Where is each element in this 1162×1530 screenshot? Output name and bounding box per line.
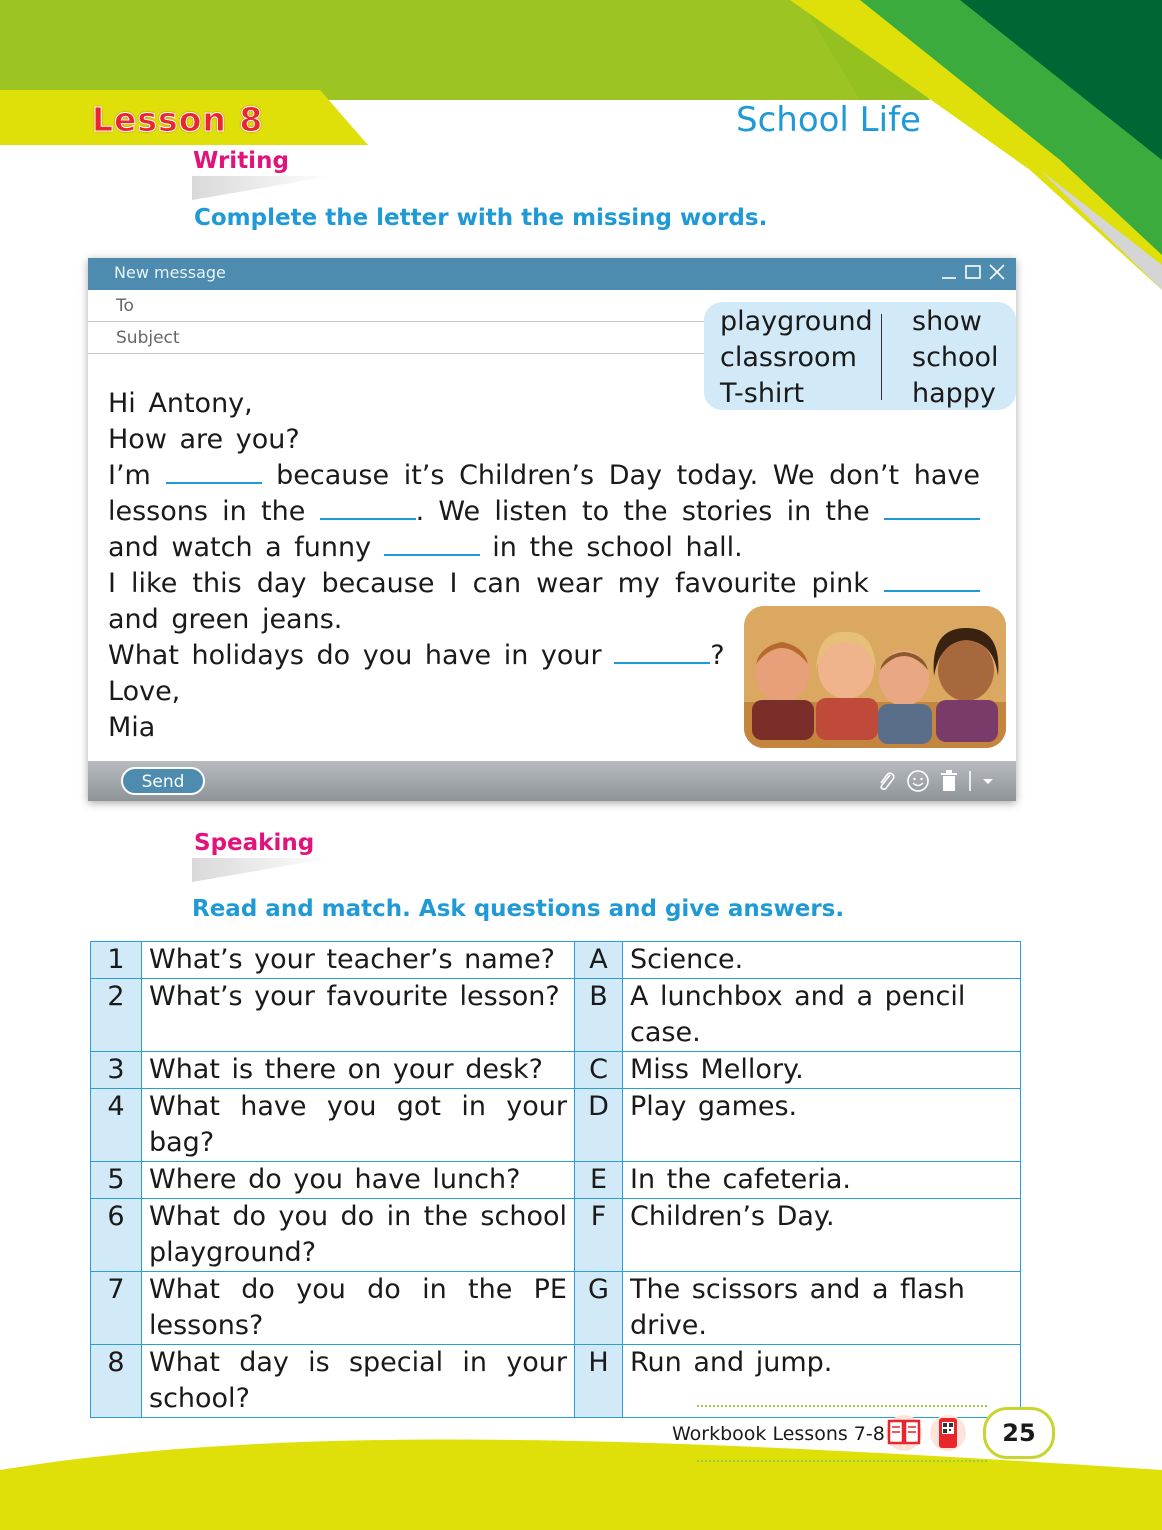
table-row (91, 942, 1021, 979)
question: What day is special in your school? (142, 1345, 575, 1418)
answer-blank[interactable] (384, 532, 480, 556)
question-number: 3 (91, 1052, 142, 1089)
word-option: T-shirt (720, 378, 805, 409)
answer-letter: A (575, 942, 623, 979)
word-option: school (912, 342, 999, 373)
question: Where do you have lunch? (142, 1162, 575, 1199)
question: What is there on your desk? (142, 1052, 575, 1089)
answer-letter: C (575, 1052, 623, 1089)
letter-greeting: Hi Antony, (108, 388, 253, 419)
answer-blank[interactable] (884, 496, 980, 520)
minimize-icon[interactable] (940, 263, 958, 281)
qr-phone-icon (928, 1414, 968, 1457)
letter-paragraph-1 (108, 458, 980, 566)
send-button[interactable]: Send (121, 767, 205, 795)
question: What do you do in the PE lessons? (142, 1272, 575, 1345)
workbook-label: Workbook Lessons 7-8 (672, 1423, 885, 1445)
table-row (91, 979, 1021, 1052)
letter-text: ? (710, 640, 725, 671)
question-number: 1 (91, 942, 142, 979)
question-number: 5 (91, 1162, 142, 1199)
match-table (90, 941, 1021, 1418)
answer-letter: B (575, 979, 623, 1052)
answer: Run and jump. (623, 1345, 1021, 1418)
word-option: classroom (720, 342, 857, 373)
answer: Science. (623, 942, 1021, 979)
email-titlebar (88, 258, 1016, 290)
question: What have you got in your bag? (142, 1089, 575, 1162)
children-photo (744, 606, 1006, 748)
letter-line: How are you? (108, 424, 300, 455)
question: What’s your favourite lesson? (142, 979, 575, 1052)
question-number: 2 (91, 979, 142, 1052)
letter-text: . We listen to the stories in the (415, 496, 870, 527)
answer: Play games. (623, 1089, 1021, 1162)
maximize-icon[interactable] (964, 263, 982, 281)
letter-text: because it’s Children’s Day today. We don’t have lessons in the (108, 460, 980, 527)
letter-text: What holidays do you have in your (108, 640, 602, 671)
writing-instruction: Complete the letter with the missing words. (194, 205, 768, 231)
letter-text: and watch a funny (108, 532, 372, 563)
answer: Children’s Day. (623, 1199, 1021, 1272)
answer-letter: D (575, 1089, 623, 1162)
answer-blank[interactable] (614, 640, 710, 664)
answer: A lunchbox and a pencil case. (623, 979, 1021, 1052)
question-number: 6 (91, 1199, 142, 1272)
answer: In the cafeteria. (623, 1162, 1021, 1199)
separator (968, 770, 972, 798)
table-row (91, 1199, 1021, 1272)
word-option: playground (720, 306, 873, 337)
answer-blank[interactable] (884, 568, 980, 592)
answer: Miss Mellory. (623, 1052, 1021, 1089)
footer-dotted-line (697, 1460, 987, 1462)
word-option: happy (912, 378, 996, 409)
question-number: 7 (91, 1272, 142, 1345)
letter-text: I like this day because I can wear my favourite pink (108, 568, 869, 599)
subject-label: Subject (116, 328, 180, 348)
table-row (91, 1089, 1021, 1162)
answer-letter: E (575, 1162, 623, 1199)
workbook-book-icon (884, 1414, 924, 1457)
answer-letter: G (575, 1272, 623, 1345)
answer: The scissors and a flash drive. (623, 1272, 1021, 1345)
lesson-title: Lesson 8 (92, 100, 264, 139)
to-label: To (116, 296, 134, 316)
letter-text: and green jeans. (108, 604, 343, 635)
letter-closing: Love, (108, 676, 181, 707)
question: What’s your teacher’s name? (142, 942, 575, 979)
letter-text: in the school hall. (492, 532, 743, 563)
answer-blank[interactable] (166, 460, 262, 484)
answer-blank[interactable] (320, 496, 416, 520)
footer-dotted-line (697, 1405, 987, 1407)
topic-title: School Life (736, 100, 921, 140)
table-row (91, 1162, 1021, 1199)
email-window (88, 258, 1016, 801)
question-number: 4 (91, 1089, 142, 1162)
close-icon[interactable] (988, 263, 1006, 281)
answer-letter: H (575, 1345, 623, 1418)
dropdown-arrow-icon[interactable] (982, 770, 994, 798)
table-row (91, 1052, 1021, 1089)
writing-heading: Writing (193, 148, 289, 174)
answer-letter: F (575, 1199, 623, 1272)
page-number: 25 (983, 1407, 1055, 1459)
table-row (91, 1272, 1021, 1345)
trash-icon[interactable] (940, 770, 958, 798)
emoji-icon[interactable] (906, 769, 930, 799)
question: What do you do in the school playground? (142, 1199, 575, 1272)
letter-paragraph-3 (108, 638, 728, 674)
speaking-heading: Speaking (194, 830, 315, 856)
email-window-title: New message (114, 263, 226, 282)
letter-signature: Mia (108, 712, 156, 743)
email-footer (88, 761, 1016, 801)
attachment-icon[interactable] (876, 770, 896, 798)
letter-text: I’m (108, 460, 151, 491)
word-option: show (912, 306, 982, 337)
question-number: 8 (91, 1345, 142, 1418)
speaking-instruction: Read and match. Ask questions and give answers. (192, 896, 845, 922)
